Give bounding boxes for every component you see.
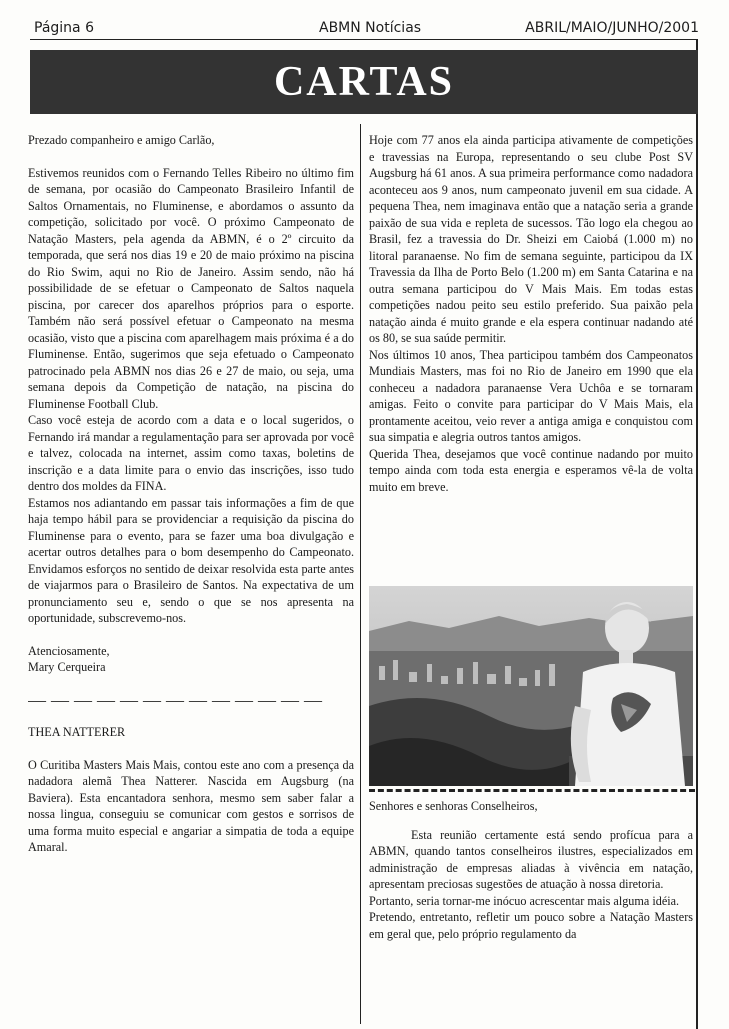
right-column [369, 132, 693, 495]
letter-paragraph: Estamos nos adiantando em passar tais informações a fim de que haja tempo hábil para se providenciar a requisição da piscina do Fluminense para o evento, para se fazer uma boa divulgação e acertar outros detalhes para o bom desempenho do Campeonato. Envidamos esforços no sentido de deixar resolvida esta parte antes de viajarmos para o Brasileiro de Santos. Na expectativa de um pronunciamento seu e, sendo o que se nos apresenta na oportunidade, subscrevemo-nos. [28, 495, 354, 625]
section-title: CARTAS [273, 59, 455, 105]
left-column [28, 132, 354, 856]
letter-paragraph: Pretendo, entretanto, refletir um pouco sobre a Natação Masters em geral que, pelo próprio regulamento da [369, 910, 693, 941]
column-divider [360, 124, 361, 1024]
letter-paragraph: Estivemos reunidos com o Fernando Telles Ribeiro no último fim de semana, por ocasião do Campeonato Brasileiro Infantil de Saltos Ornamentais, no Fluminense, e abordamos o assunto da competição, solicitado por você. O próximo Campeonato de Natação Masters, pela agenda da ABMN, é o 2º circuito da temporada, que será nos dias 19 e 20 de maio próximo na piscina do Rio Swim, aqui no Rio de Janeiro. Assim sendo, não há possibilidade de se efetuar o Campeonato de Saltos naquela piscina, por carecer dos aparelhos próprios para o esporte. Também não será possível efetuar o Campeonato na mesma ocasião, visto que a piscina com aparelhagem mais próxima é a do Fluminense. Então, sugerimos que seja efetuado o Campeonato patrocinado pela ABMN nos dias 26 e 27 de maio, ou seja, uma semana depois da Competição de natação, na piscina do Fluminense Football Club. [28, 165, 354, 411]
article-heading: THEA NATTERER [28, 725, 126, 739]
article-paragraph: O Curitiba Masters Mais Mais, contou este ano com a presença da nadadora alemã Thea Natterer. Nascida em Augsburg (na Baviera). Esta encantadora senhora, mesmo sem saber falar a nossa lingua, conseguiu se comunicar com gestos e sorrisos de uma forma muito especial e angariar a simpatia de toda a equipe Amaral. [28, 757, 354, 854]
dashed-separator: ————————————— [28, 691, 327, 708]
right-column-bottom [369, 798, 693, 942]
article-paragraph: Nos últimos 10 anos, Thea participou também dos Campeonatos Mundiais Masters, mas foi no Rio de Janeiro em 1990 que ela conheceu a nadadora paranaense Vera Uchôa e se tornaram amigas. Feito o convite para participar do V Mais Mais, ela prontamente aceitou, veio rever a antiga amiga e conquistou com sua simpatia e alegria outros tantos amigos. [369, 347, 693, 444]
letter-paragraph: Portanto, seria tornar-me inócuo acrescentar mais alguma idéia. [369, 893, 680, 908]
letter-paragraph: Esta reunião certamente está sendo profícua para a ABMN, quando tantos conselheiros ilustres, especializados em administração de empresas aliadas à vivência em natação, apresentam preciosas sugestões de atuação à nossa diretoria. [369, 827, 693, 891]
photo-thea-natterer [369, 586, 693, 786]
letter-signature: Mary Cerqueira [28, 660, 106, 674]
right-border-rule [696, 39, 698, 1029]
issue-date: ABRIL/MAIO/JUNHO/2001 [525, 20, 699, 36]
page-header [0, 0, 729, 40]
letter-salutation: Senhores e senhoras Conselheiros, [369, 799, 538, 813]
page-number: Página 6 [34, 20, 94, 36]
publication-name: ABMN Notícias [319, 20, 422, 36]
letter-closing: Atenciosamente, [28, 643, 110, 658]
header-rule [30, 39, 697, 40]
article-paragraph: Hoje com 77 anos ela ainda participa ativamente de competições e travessias na Europa, representando o seu clube Post SV Augsburg há 61 anos. A sua primeira performance como nadadora aconteceu aos 9 anos, num campeonato juvenil em sua cidade. A pequena Thea, nem imaginava então que a natação seria a grande paixão de sua vida e repleta de sucessos. Tão logo ela chegou ao Brasil, fez a travessia do Dr. Sheizi em Caiobá (1.000 m) no litoral paranaense. No fim de semana seguinte, participou da IX Travessia da Ilha de Porto Belo (1.200 m) em Santa Catarina e na outra semana participou do V Mais Mais. Em todas estas competições nadou peito seu estilo preferido. Sua paixão pela natação ainda é muito grande e ela espera continuar nadando até os 80, se sua saúde permitir. [369, 133, 693, 345]
letter-salutation: Prezado companheiro e amigo Carlão, [28, 133, 215, 147]
letter-paragraph: Caso você esteja de acordo com a data e o local sugeridos, o Fernando irá mandar a regulamentação para ser aprovada por você e talvez, colocada na internet, assim como taxas, boletins de inscrição e a data limite para o envio das inscrições, isso tudo dentro dos moldes da FINA. [28, 413, 354, 493]
section-banner [30, 50, 698, 114]
article-paragraph: Querida Thea, desejamos que você continue nadando por muito tempo ainda com toda esta energia e esperamos vê-la de volta muito em breve. [369, 446, 693, 494]
photo-illustration [369, 586, 693, 786]
photo-separator [369, 789, 695, 792]
